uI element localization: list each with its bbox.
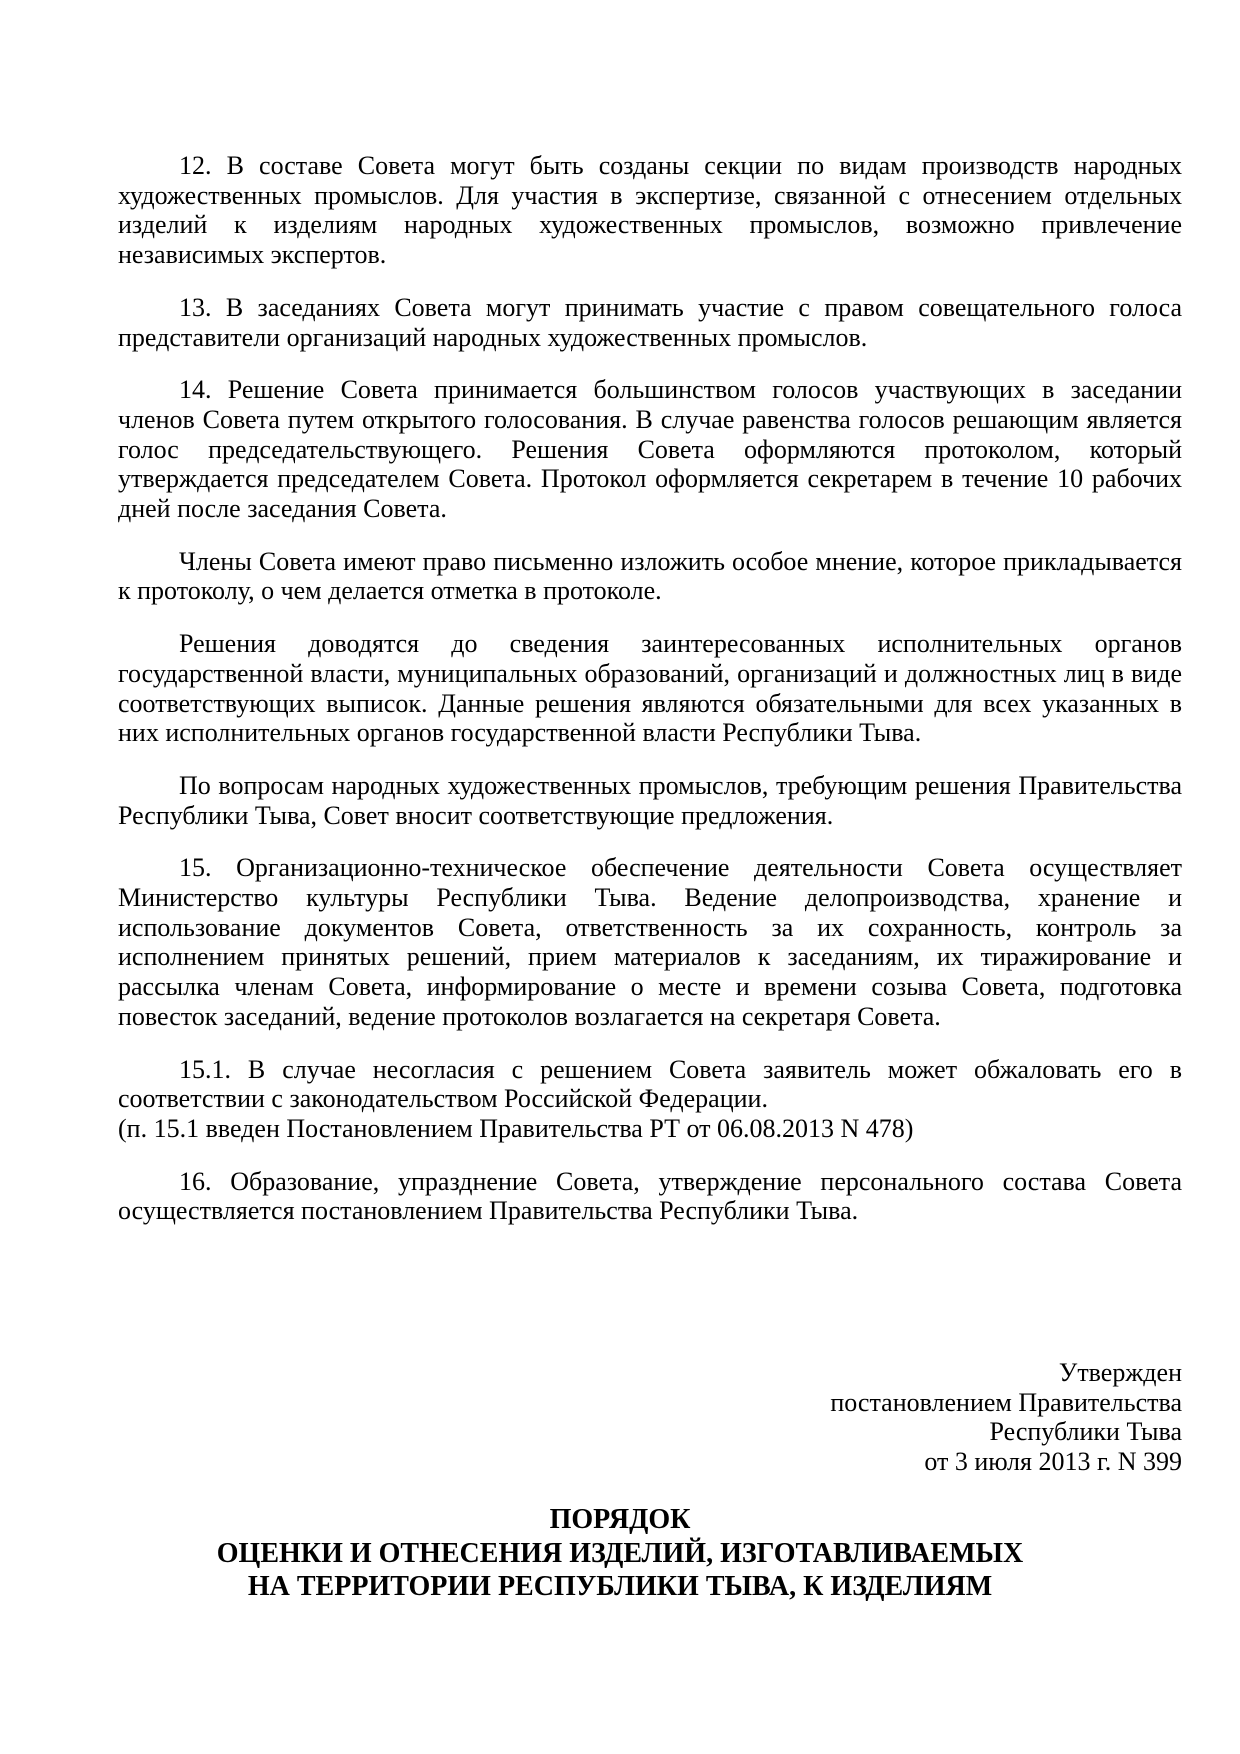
document-title — [0, 1503, 1240, 1604]
approval-line: Утвержден — [1058, 1358, 1182, 1387]
document-body — [118, 151, 1182, 1249]
amendment-note: (п. 15.1 введен Постановлением Правительства РТ от 06.08.2013 N 478) — [118, 1113, 914, 1143]
title-line: ПОРЯДОК — [549, 1504, 691, 1535]
title-line: ОЦЕНКИ И ОТНЕСЕНИЯ ИЗДЕЛИЙ, ИЗГОТАВЛИВАЕМЫХ — [216, 1537, 1024, 1569]
title-line: НА ТЕРРИТОРИИ РЕСПУБЛИКИ ТЫВА, К ИЗДЕЛИЯМ — [247, 1571, 993, 1602]
paragraph-13: 13. В заседаниях Совета могут принимать участие с правом совещательного голоса представители организаций народных художественных промыслов. — [118, 292, 1182, 352]
approval-date: от 3 июля 2013 г. N 399 — [924, 1447, 1182, 1477]
paragraph-14-decisions: Решения доводятся до сведения заинтересованных исполнительных органов государственной власти, муниципальных образований, организаций и должностных лиц в виде соответствующих выписок. Данные решения являются обязательными для всех указанных в них исполнительных органов государственной власти Республики Тыва. — [118, 629, 1182, 748]
paragraph-14-dissent: Члены Совета имеют право письменно изложить особое мнение, которое прикладывается к протоколу, о чем делается отметка в протоколе. — [118, 546, 1182, 606]
paragraph-15: 15. Организационно-техническое обеспечение деятельности Совета осуществляет Министерство культуры Республики Тыва. Ведение делопроизводства, хранение и использование документов Совета, ответственность за их сохранность, контроль за исполнением принятых решений, прием материалов к заседаниям, их тиражирование и рассылка членам Совета, информирование о месте и времени созыва Совета, подготовка повесток заседаний, ведение протоколов возлагается на секретаря Совета. — [118, 853, 1182, 1031]
approval-line: Республики Тыва — [989, 1417, 1182, 1447]
approval-line: постановлением Правительства — [830, 1387, 1182, 1417]
paragraph-16: 16. Образование, упразднение Совета, утверждение персонального состава Совета осуществляется постановлением Правительства Республики Тыва. — [118, 1166, 1182, 1226]
approval-block — [830, 1358, 1182, 1477]
paragraph-15-1: 15.1. В случае несогласия с решением Совета заявитель может обжаловать его в соответствии с законодательством Российской Федерации. — [118, 1054, 1182, 1114]
paragraph-14: 14. Решение Совета принимается большинством голосов участвующих в заседании членов Совета путем открытого голосования. В случае равенства голосов решающим является голос председательствующего. Решения Совета оформляются протоколом, который утверждается председателем Совета. Протокол оформляется секретарем в течение 10 рабочих дней после заседания Совета. — [118, 375, 1182, 524]
paragraph-14-proposals: По вопросам народных художественных промыслов, требующим решения Правительства Республики Тыва, Совет вносит соответствующие предложения. — [118, 770, 1182, 830]
paragraph-12: 12. В составе Совета могут быть созданы секции по видам производств народных художественных промыслов. Для участия в экспертизе, связанной с отнесением отдельных изделий к изделиям народных художественных промыслов, возможно привлечение независимых экспертов. — [118, 151, 1182, 270]
